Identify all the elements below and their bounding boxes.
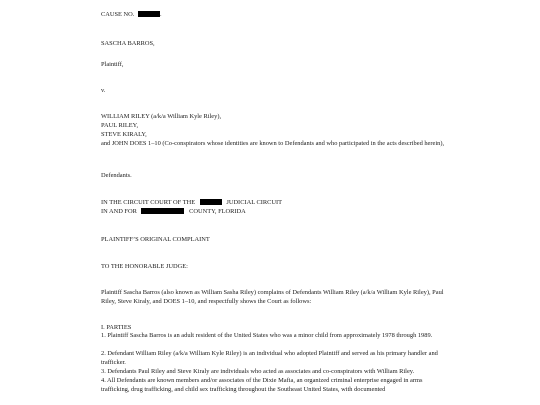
redaction-bar [200, 199, 222, 205]
party-item-4: 4. All Defendants are known members and/or associates of the Dixie Mafia, an organized criminal enterprise engaged in arms trafficking, drug trafficking, and child sex trafficking throughout the Southeast United States, with documented [101, 377, 423, 393]
cause-number-line [101, 11, 162, 19]
cause-suffix: . [160, 11, 162, 18]
plaintiff-role: Plaintiff, [101, 61, 124, 68]
versus: v. [101, 87, 106, 94]
party-item-3: 3. Defendants Paul Riley and Steve Kiraly are individuals who acted as associates and co-conspirators with William Riley. [101, 368, 415, 375]
court-line-2-suffix: COUNTY, FLORIDA [189, 208, 246, 215]
plaintiff-name: SASCHA BARROS, [101, 40, 155, 47]
party-item-1: 1. Plaintiff Sascha Barros is an adult resident of the United States who was a minor child from approximately 1978 through 1989. [101, 332, 433, 339]
document-title: PLAINTIFF’S ORIGINAL COMPLAINT [101, 236, 210, 243]
defendant-name-2: PAUL RILEY, [101, 122, 139, 129]
intro-paragraph: Plaintiff Sascha Barros (also known as William Sasha Riley) complains of Defendants William Riley (a/k/a William Kyle Riley), Paul Riley, Steve Kiraly, and DOES 1–10, and respectfully shows the Court as follows: [101, 289, 444, 305]
court-line-1 [101, 199, 282, 207]
cause-label: CAUSE NO. [101, 11, 135, 18]
court-line-2-prefix: IN AND FOR [101, 208, 137, 215]
parties-heading: I. PARTIES [101, 324, 132, 331]
redaction-bar [138, 11, 160, 17]
party-item-2: 2. Defendant William Riley (a/k/a William Kyle Riley) is an individual who adopted Plaintiff and served as his primary handler and trafficker. [101, 350, 438, 366]
salutation: TO THE HONORABLE JUDGE: [101, 263, 188, 270]
defendant-name-3: STEVE KIRALY, [101, 131, 147, 138]
redaction-bar [141, 208, 184, 214]
court-line-1-prefix: IN THE CIRCUIT COURT OF THE [101, 199, 196, 206]
court-line-1-suffix: JUDICIAL CIRCUIT [226, 199, 283, 206]
defendant-name-1: WILLIAM RILEY (a/k/a William Kyle Riley), [101, 113, 222, 120]
defendants-role: Defendants. [101, 172, 132, 179]
court-line-2 [101, 208, 246, 216]
john-does-text: and JOHN DOES 1–10 (Co-conspirators whose identities are known to Defendants and who participated in the acts described herein), [101, 140, 445, 147]
